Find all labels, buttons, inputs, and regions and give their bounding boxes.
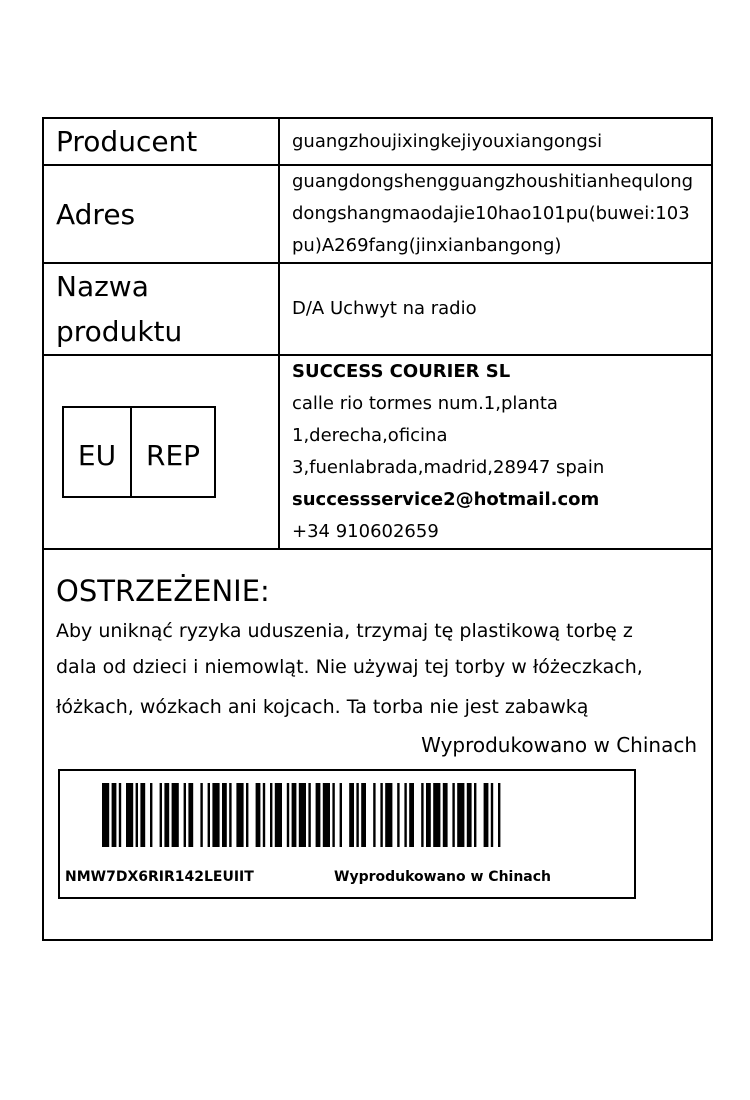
barcode-code: NMW7DX6RIR142LEUIIT [65,869,254,885]
barcode-bar [421,783,423,847]
barcode-bar [112,783,117,847]
product-name-label-line2: produktu [56,315,183,348]
barcode-bar [484,783,489,847]
barcode-icon [102,783,592,847]
producer-row [43,118,712,165]
product-name-label [43,263,279,355]
address-label: Adres [43,165,279,263]
barcode-bar [457,783,464,847]
eu-rep-details [279,355,712,549]
address-row [43,165,712,263]
barcode-bar [340,783,342,847]
barcode-bar [136,783,138,847]
warning-line-2: dala od dzieci i niemowląt. Nie używaj tej torby w łóżeczkach, [56,656,643,678]
warning-line-3: łóżkach, wózkach ani kojcach. Ta torba nie jest zabawką [56,696,589,718]
barcode-bar [316,783,321,847]
eu-rep-row [43,355,712,549]
barcode-bar [332,783,334,847]
barcode-bar [119,783,121,847]
barcode-bar [200,783,202,847]
barcode-bar [491,783,493,847]
barcode-bar [140,783,145,847]
barcode-made-in: Wyprodukowano w Chinach [334,869,552,885]
barcode-bar [208,783,210,847]
product-name-value: D/A Uchwyt na radio [279,263,712,355]
barcode-bar [160,783,162,847]
warning-title: OSTRZEŻENIE: [56,574,270,608]
barcode-bar [467,783,472,847]
product-name-row [43,263,712,355]
barcode-bar [229,783,231,847]
product-name-label-line1: Nazwa [56,270,149,303]
barcode-bar [426,783,431,847]
address-value: guangdongshengguangzhoushitianhequlongdongshangmaodajie10hao101pu(buwei:103pu)A269fang(jinxianbangong) [279,165,712,263]
barcode-bar [164,783,169,847]
barcode-bar [212,783,219,847]
eu-rep-eu: EU [64,408,132,496]
barcode-bar [184,783,186,847]
barcode-bar [409,783,414,847]
warning-line-1: Aby uniknąć ryzyka uduszenia, trzymaj tę plastikową torbę z [56,620,633,642]
barcode-bar [498,783,500,847]
barcode-bar [172,783,179,847]
product-label [42,117,713,941]
barcode-bar [349,783,354,847]
barcode-bar [373,783,375,847]
barcode-bar [308,783,310,847]
barcode-bar [452,783,454,847]
eu-rep-rep: REP [145,439,201,472]
eu-rep-symbol [62,406,216,498]
barcode-bar [443,783,448,847]
barcode-bar [275,783,282,847]
barcode-bar [299,783,306,847]
producer-value: guangzhoujixingkejiyouxiangongsi [279,118,712,165]
barcode-bar [150,783,152,847]
barcode-bar [270,783,272,847]
barcode-bar [102,783,109,847]
made-in-text: Wyprodukowano w Chinach [421,733,697,757]
eu-rep-cell [43,355,279,549]
barcode-bar [292,783,297,847]
barcode-bar [256,783,261,847]
barcode-bar [474,783,476,847]
barcode-bar [380,783,382,847]
producer-label: Producent [43,118,279,165]
rep-company: SUCCESS COURIER SL [292,361,511,382]
barcode-bar [126,783,133,847]
rep-address: calle rio tormes num.1,planta 1,derecha,oficina 3,fuenlabrada,madrid,28947 spain [292,393,605,478]
info-table [42,117,713,550]
rep-phone: +34 910602659 [292,521,439,542]
barcode-bar [356,783,358,847]
warning-section [56,571,696,725]
barcode-bar [188,783,193,847]
barcode-bar [236,783,243,847]
barcode-bar [263,783,265,847]
barcode-bar [246,783,248,847]
barcode-bar [287,783,289,847]
barcode-bar [222,783,227,847]
barcode-bar [361,783,366,847]
barcode-bar [385,783,392,847]
barcode-bar [397,783,399,847]
rep-email: successservice2@hotmail.com [292,489,600,510]
barcode-bar [433,783,440,847]
barcode-box [58,769,636,899]
barcode-bar [323,783,330,847]
barcode-bar [404,783,406,847]
